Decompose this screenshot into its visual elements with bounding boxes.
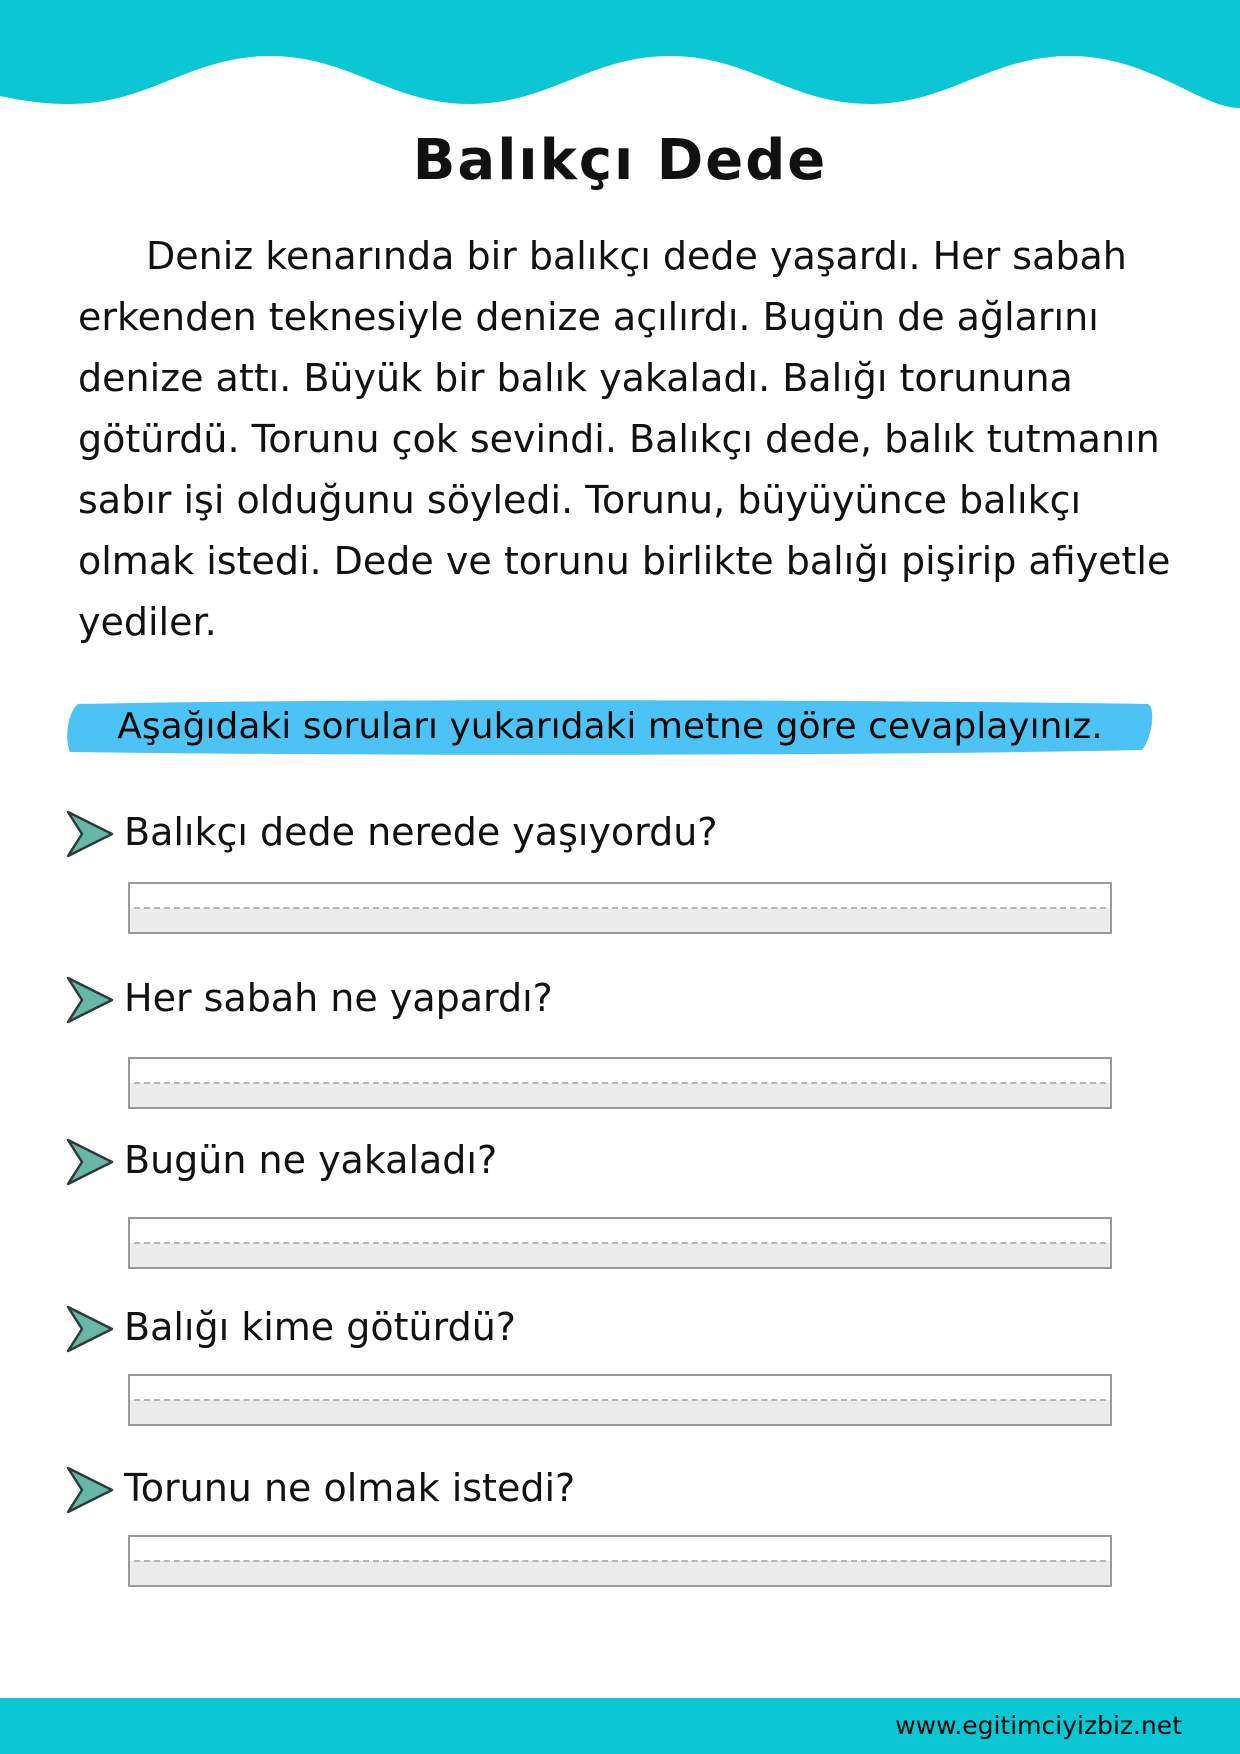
question-text: Her sabah ne yapardı? xyxy=(124,976,553,1020)
question-text: Torunu ne olmak istedi? xyxy=(124,1466,576,1510)
worksheet-title: Balıkçı Dede xyxy=(412,128,828,193)
website-link[interactable]: www.egitimciyizbiz.net xyxy=(895,1711,1182,1740)
footer-bar xyxy=(0,1698,1240,1754)
question-1 xyxy=(64,802,1164,862)
story-text xyxy=(78,226,1188,653)
story-paragraph: Deniz kenarında bir balıkçı dede yaşardı. Her sabah erkenden teknesiyle denize açılırdı. Bugün de ağlarını denize attı. Büyük bir balık yakaladı. Balığı torununa götürdü. Torunu çok sevindi. Balıkçı dede, balık tutmanın sabır işi olduğunu söyledi. Torunu, büyüyünce balıkçı olmak istedi. Dede ve torunu birlikte balığı pişirip afiyetle yediler. xyxy=(78,234,1171,644)
question-2 xyxy=(64,968,1164,1028)
chevron-right-icon xyxy=(64,1464,116,1516)
answer-field-2[interactable] xyxy=(128,1057,1112,1109)
question-text: Balığı kime götürdü? xyxy=(124,1305,516,1349)
answer-field-1[interactable] xyxy=(128,882,1112,934)
chevron-right-icon xyxy=(64,1136,116,1188)
question-text: Bugün ne yakaladı? xyxy=(124,1138,498,1182)
instruction-text: Aşağıdaki soruları yukarıdaki metne göre cevaplayınız. xyxy=(117,706,1103,747)
question-3 xyxy=(64,1130,1164,1190)
answer-field-5[interactable] xyxy=(128,1535,1112,1587)
answer-field-4[interactable] xyxy=(128,1374,1112,1426)
instruction-banner xyxy=(66,698,1154,756)
question-text: Balıkçı dede nerede yaşıyordu? xyxy=(124,810,718,854)
answer-field-3[interactable] xyxy=(128,1217,1112,1269)
chevron-right-icon xyxy=(64,808,116,860)
chevron-right-icon xyxy=(64,1303,116,1355)
chevron-right-icon xyxy=(64,974,116,1026)
wave-header-decoration xyxy=(0,0,1240,120)
question-5 xyxy=(64,1458,1164,1518)
question-4 xyxy=(64,1297,1164,1357)
